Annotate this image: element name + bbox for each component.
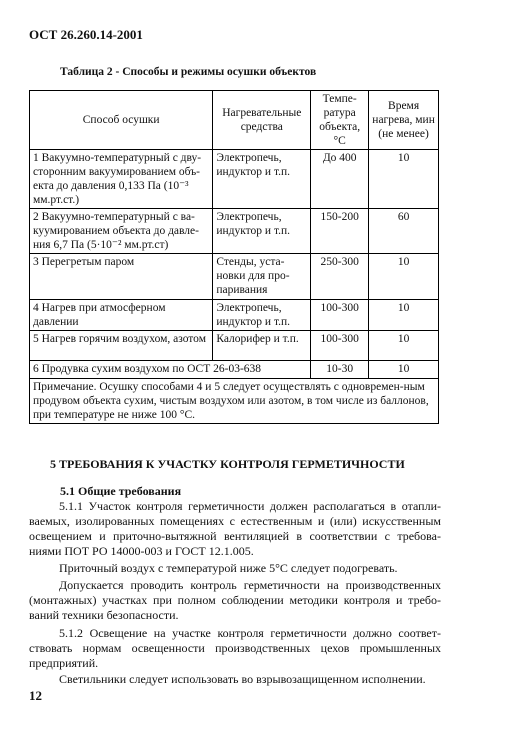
time-cell: 10 (369, 361, 439, 379)
table-row (30, 361, 439, 379)
paragraph: Допускается проводить контроль герметичности на производственных (монтажных) участках при полном соблюдении методики контроля и требо-ваний техники безопасности. (29, 578, 441, 622)
column-header: Время нагрева, мин (не менее) (369, 91, 439, 150)
heating-cell: Калорифер и т.п. (213, 331, 311, 361)
table-header-row (30, 91, 439, 150)
method-cell: 5 Нагрев горячим воздухом, азотом (30, 331, 213, 361)
method-cell: 2 Вакуумно-температурный с ва-куумированием объекта до давле-ния 6,7 Па (5·10⁻² мм.рт.ст) (30, 209, 213, 254)
heating-cell: Электропечь, индуктор и т.п. (213, 209, 311, 254)
heating-cell: Электропечь, индуктор и т.п. (213, 150, 311, 209)
time-cell: 10 (369, 300, 439, 331)
column-header: Способ осушки (30, 91, 213, 150)
drying-methods-table (29, 90, 439, 424)
table-note: Примечание. Осушку способами 4 и 5 следует осуществлять с одновремен-ным продувом объекта сухим, чистым воздухом или азотом, в том числе из баллонов, при температуре не ниже 100 °С. (30, 379, 439, 424)
paragraph: 5.1.1 Участок контроля герметичности должен располагаться в отапли-ваемых, изолированных помещениях с естественным и (или) искусственным освещением и приточно-вытяжной вентиляцией в соответствии с требова-ниями ПОТ РО 14000-003 и ГОСТ 12.1.005. (29, 499, 441, 558)
heating-cell: Стенды, уста-новки для про-паривания (213, 254, 311, 300)
method-cell: 6 Продувка сухим воздухом по ОСТ 26-03-638 (30, 361, 311, 379)
paragraph: 5.1.2 Освещение на участке контроля герметичности должно соответ-ствовать нормам освещенности производственных цехов промышленных предприятий. (29, 626, 441, 670)
paragraph: Приточный воздух с температурой ниже 5°С следует подогревать. (59, 561, 398, 575)
subsection-title: 5.1 Общие требования (60, 484, 182, 498)
method-cell: 4 Нагрев при атмосферном давлении (30, 300, 213, 331)
temperature-cell: До 400 (311, 150, 369, 209)
time-cell: 10 (369, 331, 439, 361)
time-cell: 60 (369, 209, 439, 254)
table-row (30, 300, 439, 331)
temperature-cell: 100-300 (311, 331, 369, 361)
table-note-row (30, 379, 439, 424)
section-title: 5 ТРЕБОВАНИЯ К УЧАСТКУ КОНТРОЛЯ ГЕРМЕТИЧНОСТИ (50, 457, 405, 471)
page-number: 12 (29, 688, 42, 703)
temperature-cell: 10-30 (311, 361, 369, 379)
time-cell: 10 (369, 254, 439, 300)
paragraph: Светильники следует использовать во взрывозащищенном исполнении. (59, 672, 426, 686)
method-cell: 1 Вакуумно-температурный с дву-сторонним вакуумированием объ-екта до давления 0,133 Па (10⁻³ мм.рт.ст.) (30, 150, 213, 209)
document-code: ОСТ 26.260.14-2001 (29, 27, 143, 42)
table-row (30, 254, 439, 300)
table-row (30, 209, 439, 254)
time-cell: 10 (369, 150, 439, 209)
table-row (30, 150, 439, 209)
temperature-cell: 100-300 (311, 300, 369, 331)
temperature-cell: 250-300 (311, 254, 369, 300)
column-header: Нагревательные средства (213, 91, 311, 150)
method-cell: 3 Перегретым паром (30, 254, 213, 300)
table-row (30, 331, 439, 361)
column-header: Темпе-ратура объекта, °С (311, 91, 369, 150)
temperature-cell: 150-200 (311, 209, 369, 254)
heating-cell: Электропечь, индуктор и т.п. (213, 300, 311, 331)
table-caption: Таблица 2 - Способы и режимы осушки объектов (60, 66, 317, 78)
